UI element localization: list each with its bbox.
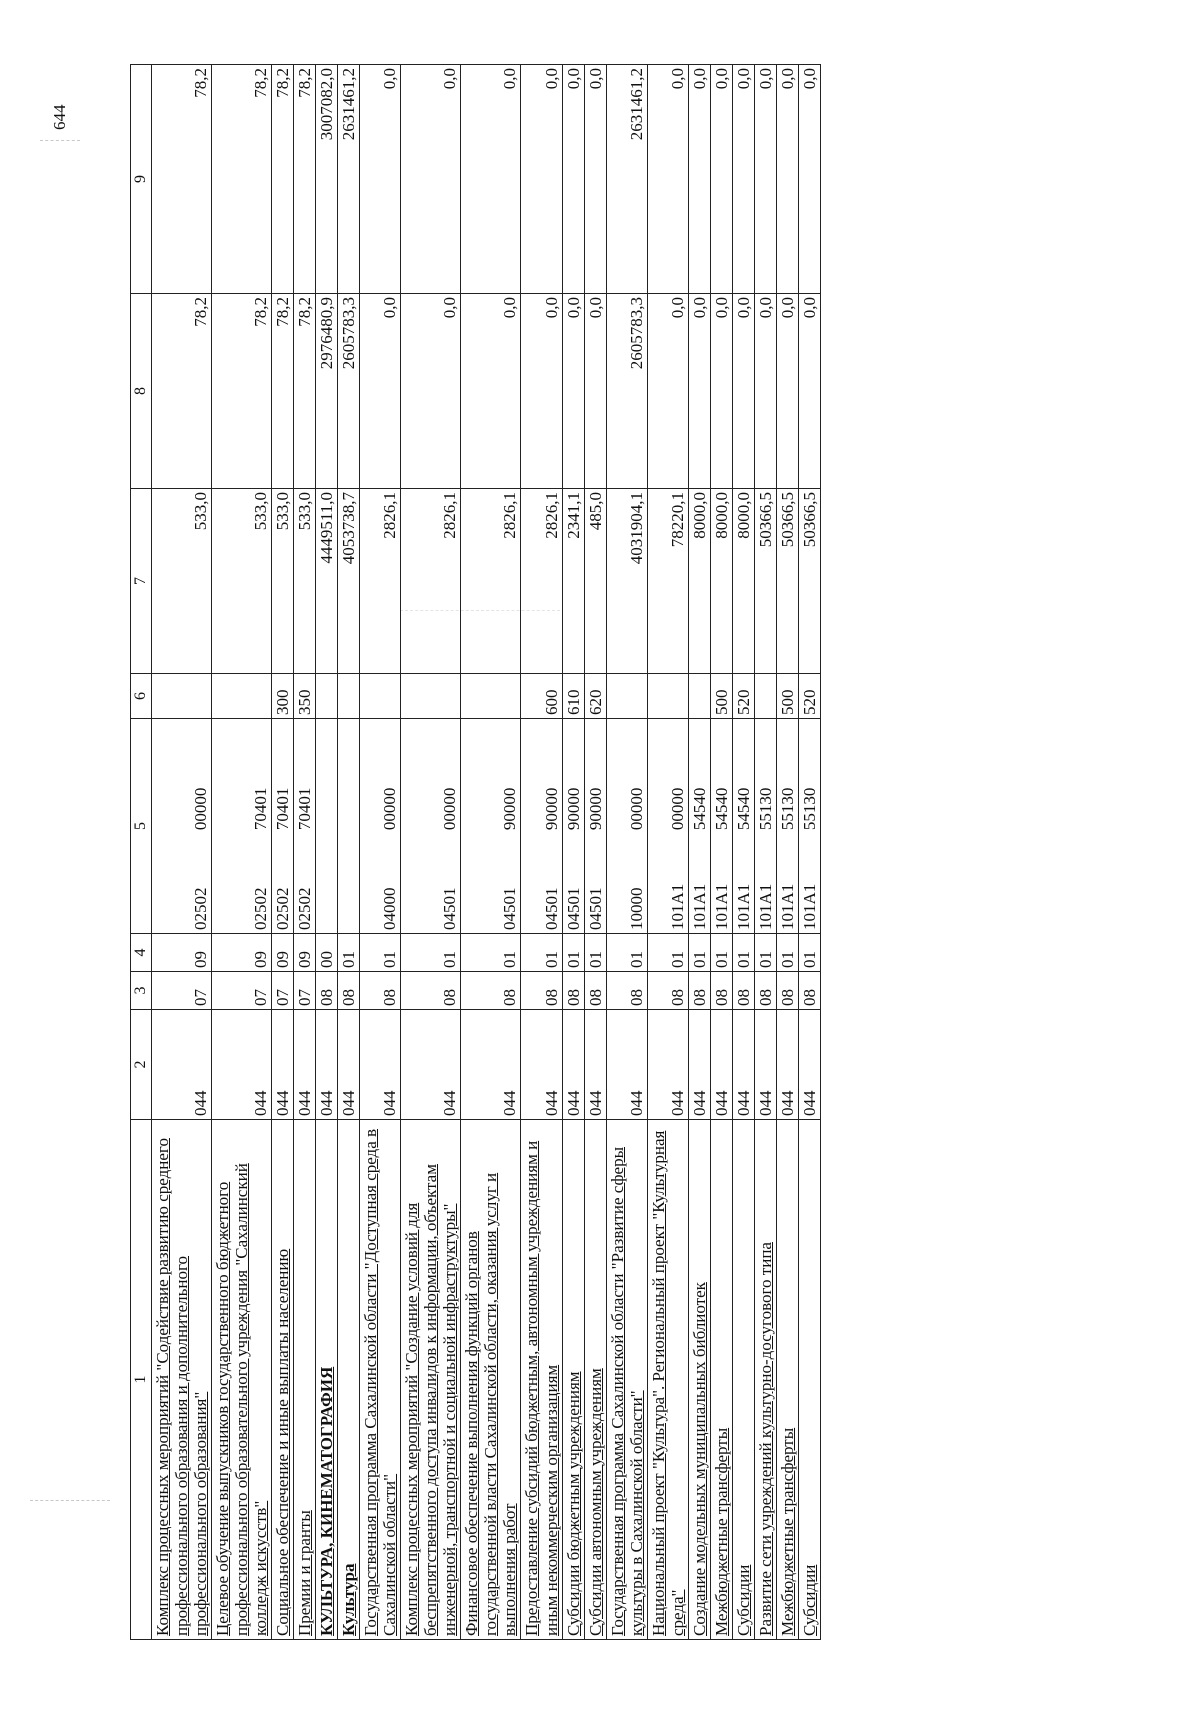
table-row [521,65,562,1640]
amount-col8-cell: 2605783,3 [606,294,647,489]
scan-artifact-line [30,1500,110,1501]
table-row [316,65,338,1640]
section-code-cell: 08 [710,972,732,1010]
amount-col8-cell: 2976480,9 [316,294,338,489]
ministry-code-cell: 044 [562,1010,584,1120]
row-name-cell [360,1120,401,1640]
table-row [710,65,732,1640]
amount-col9-cell: 0,0 [562,65,584,294]
target-article-direction: 00000 [440,787,460,831]
row-name-cell [338,1120,360,1640]
ministry-code-cell: 044 [606,1010,647,1120]
target-article-cell [294,719,316,934]
amount-col7-cell: 8000,0 [688,489,710,674]
subsection-code-cell: 01 [798,934,820,972]
row-name: Субсидии [733,1564,753,1636]
table-row [647,65,688,1640]
amount-col8-cell: 78,2 [294,294,316,489]
subsection-code-cell: 01 [338,934,360,972]
section-code-cell: 08 [732,972,754,1010]
row-name-cell [151,1120,211,1640]
amount-col7-cell: 50366,5 [754,489,776,674]
amount-col7-cell: 533,0 [212,489,272,674]
row-name-cell [647,1120,688,1640]
column-header: 6 [131,674,152,719]
amount-col8-cell: 0,0 [562,294,584,489]
subsection-code-cell: 00 [316,934,338,972]
target-article-cell [316,719,338,934]
section-code-cell: 08 [461,972,521,1010]
amount-col8-cell: 0,0 [798,294,820,489]
section-code-cell: 08 [647,972,688,1010]
row-name: КУЛЬТУРА, КИНЕМАТОГРАФИЯ [317,1366,337,1636]
subsection-code-cell: 01 [461,934,521,972]
table-row [606,65,647,1640]
section-code-cell: 08 [776,972,798,1010]
row-name: Субсидии автономным учреждениям [585,1368,605,1636]
subsection-code-cell: 01 [584,934,606,972]
expense-type-cell: 500 [710,674,732,719]
ministry-code-cell: 044 [212,1010,272,1120]
expense-type-cell [647,674,688,719]
target-article-program: 10000 [626,887,646,930]
expense-type-cell: 520 [798,674,820,719]
target-article-program: 04000 [380,887,400,930]
row-name-cell [562,1120,584,1640]
target-article-program: 02502 [190,887,210,930]
row-name-cell [212,1120,272,1640]
amount-col8-cell: 0,0 [461,294,521,489]
target-article-program: 04501 [500,887,520,930]
amount-col8-cell: 78,2 [272,294,294,489]
amount-col7-cell: 78220,1 [647,489,688,674]
target-article-cell [401,719,461,934]
amount-col8-cell: 0,0 [754,294,776,489]
section-code-cell: 08 [606,972,647,1010]
amount-col7-cell: 533,0 [151,489,211,674]
row-name-cell [316,1120,338,1640]
target-article-direction: 00000 [380,787,400,831]
subsection-code-cell: 01 [754,934,776,972]
amount-col7-cell: 2826,1 [401,489,461,674]
target-article-direction: 00000 [190,787,210,831]
target-article-cell [647,719,688,934]
amount-col7-cell: 8000,0 [732,489,754,674]
amount-col9-cell: 78,2 [212,65,272,294]
ministry-code-cell: 044 [338,1010,360,1120]
target-article-program: 04501 [440,887,460,930]
row-name-cell [688,1120,710,1640]
target-article-cell [272,719,294,934]
amount-col9-cell: 78,2 [272,65,294,294]
table-row [562,65,584,1640]
amount-col8-cell: 0,0 [732,294,754,489]
table-row [584,65,606,1640]
subsection-code-cell: 01 [688,934,710,972]
row-name-cell [272,1120,294,1640]
target-article-program: 02502 [295,887,315,930]
expense-type-cell: 500 [776,674,798,719]
target-article-direction: 90000 [541,787,561,831]
amount-col8-cell: 78,2 [212,294,272,489]
row-name-cell [710,1120,732,1640]
amount-col7-cell: 533,0 [272,489,294,674]
amount-col9-cell: 0,0 [461,65,521,294]
row-name: Субсидии бюджетным учреждениям [563,1371,583,1636]
amount-col7-cell: 8000,0 [710,489,732,674]
table-row [294,65,316,1640]
target-article-direction: 54540 [689,787,709,831]
expense-type-cell: 610 [562,674,584,719]
column-header: 1 [131,1120,152,1640]
subsection-code-cell: 01 [360,934,401,972]
subsection-code-cell: 01 [521,934,562,972]
row-name-cell [798,1120,820,1640]
amount-col7-cell: 2341,1 [562,489,584,674]
amount-col7-cell: 2826,1 [360,489,401,674]
row-name: Предоставление субсидий бюджетным, автономным учреждениям и иным некоммерческим организациям [522,1140,561,1636]
table-row [212,65,272,1640]
ministry-code-cell: 044 [151,1010,211,1120]
row-name-cell [606,1120,647,1640]
table-row [338,65,360,1640]
target-article-program: 101А1 [777,883,797,930]
row-name-cell [584,1120,606,1640]
target-article-cell [584,719,606,934]
amount-col8-cell: 0,0 [710,294,732,489]
ministry-code-cell: 044 [461,1010,521,1120]
amount-col8-cell: 0,0 [688,294,710,489]
section-code-cell: 08 [401,972,461,1010]
amount-col8-cell: 0,0 [360,294,401,489]
section-code-cell: 07 [212,972,272,1010]
target-article-cell [732,719,754,934]
subsection-code-cell: 01 [606,934,647,972]
target-article-cell [521,719,562,934]
target-article-program: 101А1 [711,883,731,930]
target-article-program: 101А1 [667,883,687,930]
row-name-cell [401,1120,461,1640]
expense-type-cell: 620 [584,674,606,719]
target-article-cell [754,719,776,934]
row-name-cell [754,1120,776,1640]
row-name-cell [461,1120,521,1640]
target-article-program: 101А1 [689,883,709,930]
amount-col8-cell: 0,0 [647,294,688,489]
amount-col7-cell: 2826,1 [521,489,562,674]
target-article-direction: 55130 [777,787,797,831]
ministry-code-cell: 044 [521,1010,562,1120]
amount-col9-cell: 0,0 [401,65,461,294]
expense-type-cell: 350 [294,674,316,719]
target-article-program: 101А1 [799,883,819,930]
ministry-code-cell: 044 [710,1010,732,1120]
amount-col8-cell: 0,0 [401,294,461,489]
ministry-code-cell: 044 [272,1010,294,1120]
target-article-program: 101А1 [733,883,753,930]
amount-col9-cell: 0,0 [584,65,606,294]
row-name: Создание модельных муниципальных библиотек [689,1282,709,1636]
amount-col9-cell: 0,0 [732,65,754,294]
target-article-cell [212,719,272,934]
table-body [151,65,820,1640]
subsection-code-cell: 01 [710,934,732,972]
row-name: Целевое обучение выпускников государственного бюджетного профессионального образовательного учреждения "Сахалинский колледж искусств" [213,1163,271,1636]
table-row [732,65,754,1640]
ministry-code-cell: 044 [647,1010,688,1120]
target-article-direction: 70401 [273,787,293,831]
expense-type-cell [360,674,401,719]
target-article-cell [710,719,732,934]
table-header-row [131,65,152,1640]
row-name: Комплекс процессных мероприятий "Содействие развитию среднего профессионального образования и дополнительного профессионального образования" [152,1138,210,1636]
amount-col9-cell: 0,0 [688,65,710,294]
subsection-code-cell: 01 [647,934,688,972]
target-article-direction: 90000 [585,787,605,831]
table-row [272,65,294,1640]
expense-type-cell [688,674,710,719]
row-name: Комплекс процессных мероприятий "Создание условий для беспрепятственного доступа инвалидов к информации, объектам инженерной, транспортной и социальной инфраструктуры" [402,1164,460,1636]
section-code-cell: 07 [151,972,211,1010]
ministry-code-cell: 044 [316,1010,338,1120]
row-name: Национальный проект "Культура". Региональный проект "Культурная среда" [648,1130,687,1636]
table-row [151,65,211,1640]
row-name-cell [294,1120,316,1640]
row-name: Социальное обеспечение и иные выплаты населению [273,1248,293,1636]
target-article-direction: 90000 [500,787,520,831]
section-code-cell: 08 [798,972,820,1010]
target-article-cell [688,719,710,934]
amount-col9-cell: 78,2 [151,65,211,294]
subsection-code-cell: 09 [272,934,294,972]
table-row [688,65,710,1640]
target-article-direction: 70401 [251,787,271,831]
column-header: 9 [131,65,152,294]
target-article-direction: 90000 [563,787,583,831]
column-header: 8 [131,294,152,489]
row-name: Государственная программа Сахалинской области "Доступная среда в Сахалинской области" [361,1128,400,1636]
expense-type-cell [316,674,338,719]
column-header: 2 [131,1010,152,1120]
column-header: 7 [131,489,152,674]
amount-col7-cell: 533,0 [294,489,316,674]
section-code-cell: 08 [562,972,584,1010]
table-row [401,65,461,1640]
ministry-code-cell: 044 [294,1010,316,1120]
rotated-page-content [130,65,1090,1640]
amount-col8-cell: 0,0 [584,294,606,489]
expense-type-cell [754,674,776,719]
column-header: 4 [131,934,152,972]
amount-col7-cell: 50366,5 [798,489,820,674]
target-article-cell [338,719,360,934]
section-code-cell: 08 [521,972,562,1010]
target-article-direction: 54540 [733,787,753,831]
subsection-code-cell: 09 [212,934,272,972]
expense-type-cell [401,674,461,719]
ministry-code-cell: 044 [754,1010,776,1120]
column-header: 5 [131,719,152,934]
target-article-cell [798,719,820,934]
amount-col9-cell: 0,0 [360,65,401,294]
ministry-code-cell: 044 [584,1010,606,1120]
subsection-code-cell: 01 [776,934,798,972]
subsection-code-cell: 01 [401,934,461,972]
amount-col9-cell: 0,0 [798,65,820,294]
row-name: Развитие сети учреждений культурно-досугового типа [755,1242,775,1636]
amount-col9-cell: 2631461,2 [606,65,647,294]
section-code-cell: 08 [584,972,606,1010]
target-article-program: 02502 [273,887,293,930]
target-article-direction: 55130 [755,787,775,831]
amount-col9-cell: 0,0 [754,65,776,294]
subsection-code-cell: 09 [294,934,316,972]
section-code-cell: 08 [688,972,710,1010]
scan-artifact-line [40,140,80,141]
target-article-program: 101А1 [755,883,775,930]
target-article-program: 04501 [541,887,561,930]
amount-col8-cell: 78,2 [151,294,211,489]
section-code-cell: 07 [294,972,316,1010]
target-article-direction: 00000 [667,787,687,831]
amount-col9-cell: 0,0 [776,65,798,294]
section-code-cell: 08 [360,972,401,1010]
target-article-cell [776,719,798,934]
amount-col7-cell: 4053738,7 [338,489,360,674]
row-name: Межбюджетные трансферты [777,1427,797,1636]
amount-col7-cell: 4031904,1 [606,489,647,674]
subsection-code-cell: 01 [562,934,584,972]
amount-col9-cell: 78,2 [294,65,316,294]
row-name: Премии и гранты [295,1510,315,1636]
row-name-cell [521,1120,562,1640]
subsection-code-cell: 09 [151,934,211,972]
target-article-direction: 00000 [626,787,646,831]
target-article-cell [360,719,401,934]
target-article-cell [562,719,584,934]
amount-col9-cell: 0,0 [710,65,732,294]
amount-col7-cell: 50366,5 [776,489,798,674]
budget-table [130,64,821,1640]
ministry-code-cell: 044 [688,1010,710,1120]
section-code-cell: 07 [272,972,294,1010]
page-number: 644 [50,104,69,130]
row-name-cell [732,1120,754,1640]
target-article-program: 04501 [563,887,583,930]
subsection-code-cell: 01 [732,934,754,972]
row-name: Межбюджетные трансферты [711,1427,731,1636]
row-name: Культура [339,1563,359,1636]
table-row [360,65,401,1640]
table-row [754,65,776,1640]
table-row [798,65,820,1640]
section-code-cell: 08 [338,972,360,1010]
expense-type-cell [212,674,272,719]
column-header: 3 [131,972,152,1010]
row-name-cell [776,1120,798,1640]
table-row [461,65,521,1640]
amount-col7-cell: 485,0 [584,489,606,674]
expense-type-cell [606,674,647,719]
target-article-program: 02502 [251,887,271,930]
expense-type-cell [151,674,211,719]
section-code-cell: 08 [316,972,338,1010]
amount-col8-cell: 2605783,3 [338,294,360,489]
amount-col9-cell: 0,0 [521,65,562,294]
target-article-cell [461,719,521,934]
ministry-code-cell: 044 [360,1010,401,1120]
target-article-direction: 70401 [295,787,315,831]
ministry-code-cell: 044 [798,1010,820,1120]
amount-col9-cell: 0,0 [647,65,688,294]
target-article-cell [606,719,647,934]
amount-col7-cell: 2826,1 [461,489,521,674]
target-article-direction: 54540 [711,787,731,831]
expense-type-cell: 600 [521,674,562,719]
amount-col8-cell: 0,0 [776,294,798,489]
row-name: Субсидии [799,1564,819,1636]
amount-col9-cell: 3007082,0 [316,65,338,294]
target-article-cell [151,719,211,934]
amount-col7-cell: 4449511,0 [316,489,338,674]
expense-type-cell [338,674,360,719]
ministry-code-cell: 044 [401,1010,461,1120]
ministry-code-cell: 044 [732,1010,754,1120]
section-code-cell: 08 [754,972,776,1010]
row-name: Финансовое обеспечение выполнения функций органов государственной власти Сахалинской области, оказания услуг и выполнения работ [462,1172,520,1636]
table-row [776,65,798,1640]
expense-type-cell: 300 [272,674,294,719]
target-article-program: 04501 [585,887,605,930]
amount-col8-cell: 0,0 [521,294,562,489]
ministry-code-cell: 044 [776,1010,798,1120]
row-name: Государственная программа Сахалинской области "Развитие сферы культуры в Сахалинской области" [607,1146,646,1636]
target-article-direction: 55130 [799,787,819,831]
expense-type-cell: 520 [732,674,754,719]
expense-type-cell [461,674,521,719]
amount-col9-cell: 2631461,2 [338,65,360,294]
